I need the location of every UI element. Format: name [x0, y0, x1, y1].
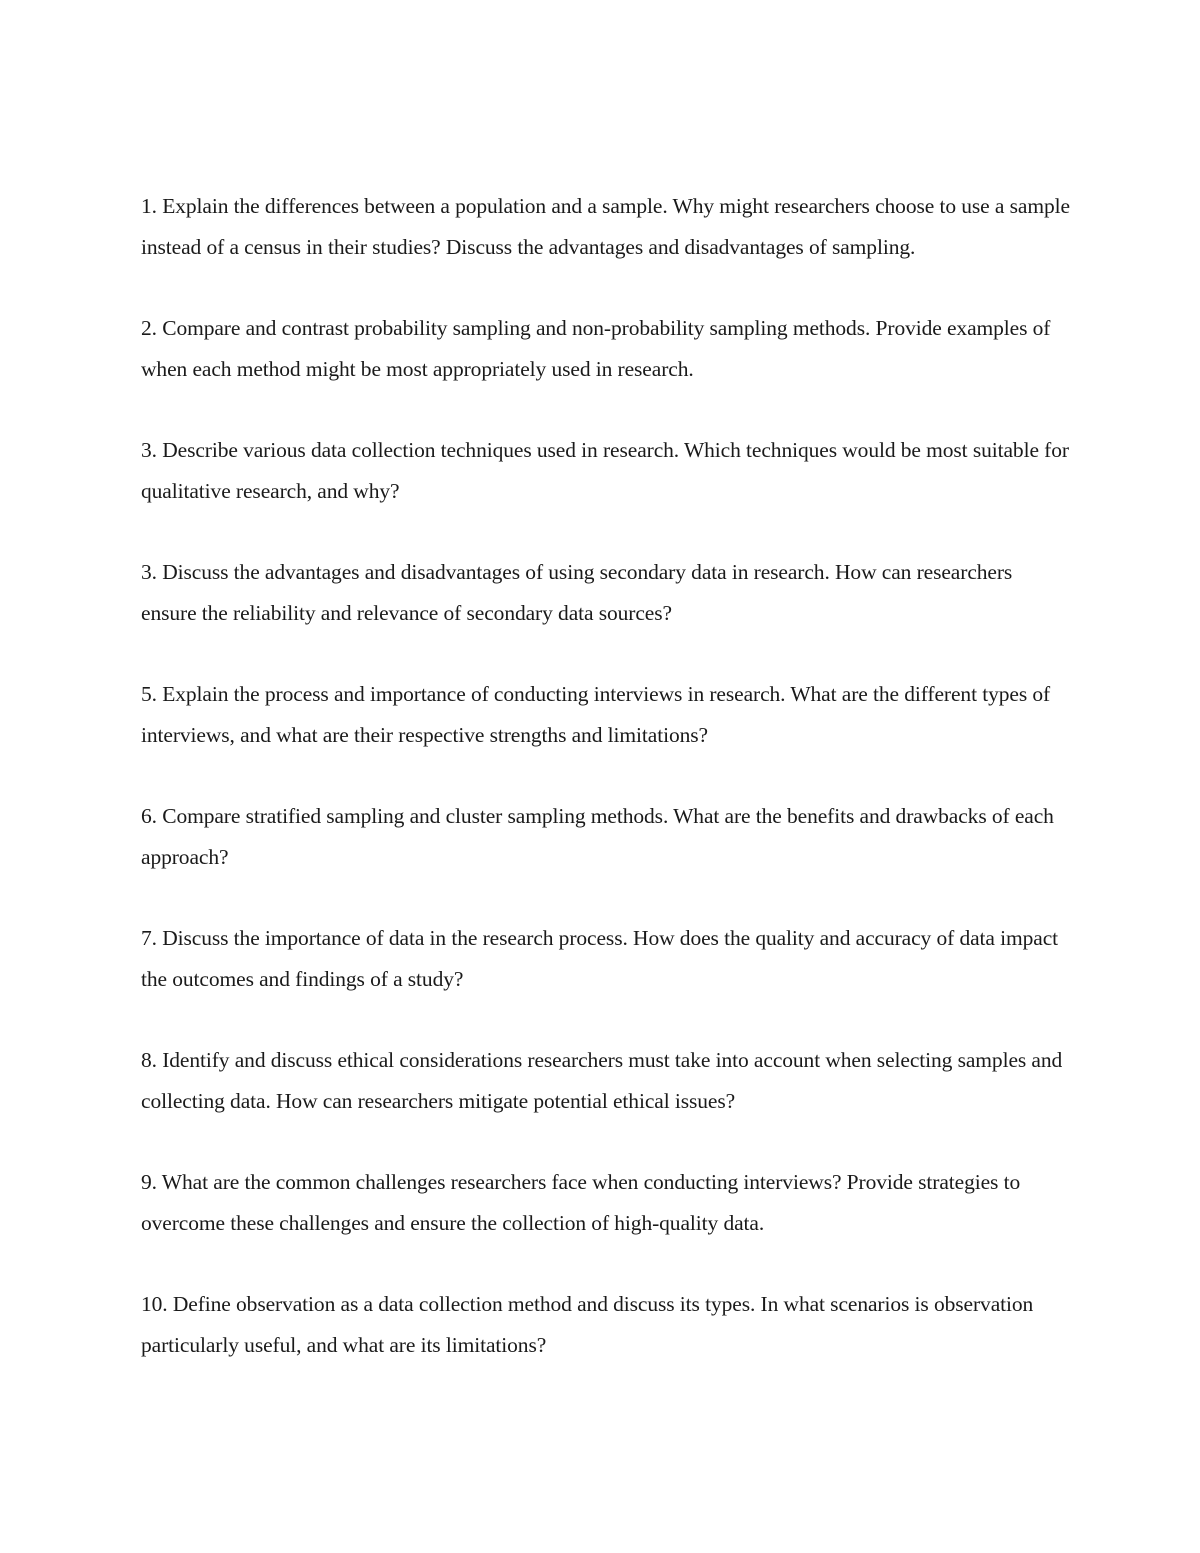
question-list: [141, 186, 1071, 1406]
question-2: 2. Compare and contrast probability sampling and non-probability sampling methods. Provide examples of when each method might be most appropriately used in research.: [141, 316, 1051, 381]
question-10: 10. Define observation as a data collection method and discuss its types. In what scenarios is observation particularly useful, and what are its limitations?: [141, 1292, 1034, 1357]
question-8: 8. Identify and discuss ethical considerations researchers must take into account when selecting samples and collecting data. How can researchers mitigate potential ethical issues?: [141, 1048, 1063, 1113]
question-9: 9. What are the common challenges researchers face when conducting interviews? Provide strategies to overcome these challenges and ensure the collection of high-quality data.: [141, 1170, 1021, 1235]
question-7: 7. Discuss the importance of data in the research process. How does the quality and accuracy of data impact the outcomes and findings of a study?: [141, 926, 1059, 991]
question-3: 3. Describe various data collection techniques used in research. Which techniques would be most suitable for qualitative research, and why?: [141, 438, 1069, 503]
question-5: 5. Explain the process and importance of conducting interviews in research. What are the different types of interviews, and what are their respective strengths and limitations?: [141, 682, 1051, 747]
question-1: 1. Explain the differences between a population and a sample. Why might researchers choose to use a sample instead of a census in their studies? Discuss the advantages and disadvantages of sampling.: [141, 194, 1070, 259]
question-6: 6. Compare stratified sampling and cluster sampling methods. What are the benefits and drawbacks of each approach?: [141, 804, 1054, 869]
question-4: 3. Discuss the advantages and disadvantages of using secondary data in research. How can researchers ensure the reliability and relevance of secondary data sources?: [141, 560, 1013, 625]
